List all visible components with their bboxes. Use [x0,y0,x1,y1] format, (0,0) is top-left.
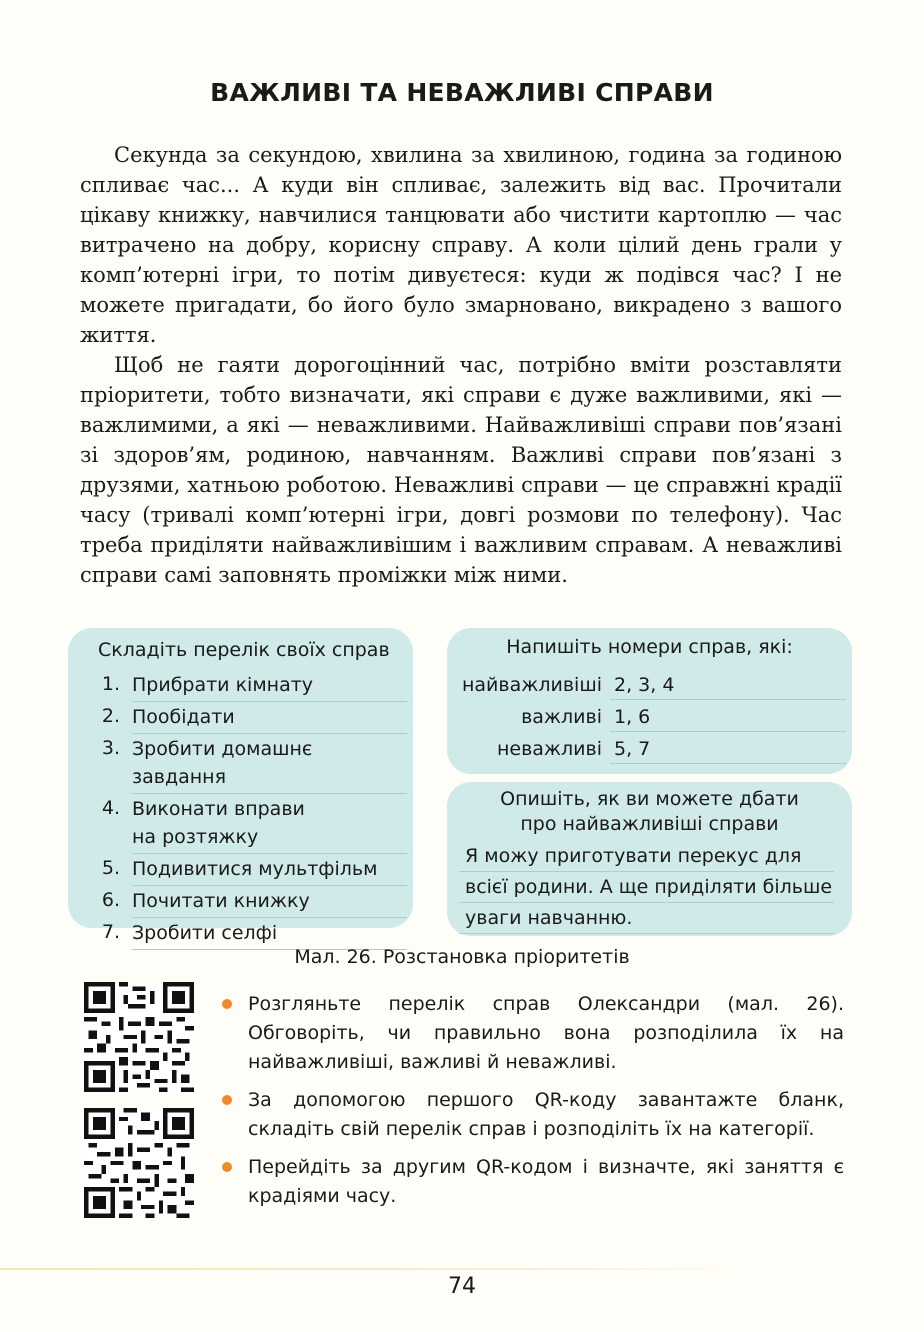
list-item: 2. Пообідати [68,702,407,734]
priority-row: важливі 1, 6 [447,703,852,732]
describe-box [447,782,852,936]
task-list-box [68,628,413,944]
bullet-dot-icon [222,1162,232,1172]
list-item: 5. Подивитися мультфільм [68,854,407,886]
bullet-dot-icon [222,1095,232,1105]
footer-divider [0,1268,760,1270]
bullet-item: Перейдіть за другим QR-кодом і визначте, які заняття є крадіями часу. [222,1153,844,1211]
priority-row: неважливі 5, 7 [447,735,852,764]
priority-box [447,628,852,774]
bullet-item: За допомогою першого QR-коду завантажте бланк, складіть свій перелік справ і розподіліть їх на категорії. [222,1086,844,1144]
list-item: 1. Прибрати кімнату [68,670,407,702]
list-item: 7. Зробити селфі [68,918,407,950]
list-item: 3. Зробити домашнє завдання [68,734,407,794]
priority-row: найважливіші 2, 3, 4 [447,671,852,700]
answer-line: Я можу приготувати перекус для [459,841,834,872]
bullet-item: Розгляньте перелік справ Олександри (мал. 26). Обговоріть, чи правильно вона розподілила їх на найважливіші, важливі й неважливі. [222,990,844,1077]
figure-caption: Мал. 26. Розстановка пріоритетів [294,946,630,968]
task-list-heading: Складіть перелік своїх справ [98,639,390,661]
paragraph-2: Щоб не гаяти дорогоцінний час, потрібно вміти розставляти пріоритети, тобто визначати, які справи є дуже важливими, які — важлимими, а які — неважливими. Найважливіші справи пов’язані зі здоров’ям, родиною, навчанням. Важливі справи пов’язані з друзями, хатньою роботою. Неважливі справи — це справжні крадії часу (тривалі комп’ютерні ігри, довгі розмови по телефону). Час треба приділяти найважливішим і важливим справам. А неважливі справи самі заповнять проміжки між ними. [80,353,842,587]
task-list [68,670,413,950]
main-text [80,140,842,590]
page-title: ВАЖЛИВІ ТА НЕВАЖЛИВІ СПРАВИ [210,78,714,107]
list-item: 4. Виконати вправи на розтяжку [68,794,407,854]
list-item: 6. Почитати книжку [68,886,407,918]
bullet-dot-icon [222,999,232,1009]
page-number: 74 [448,1274,476,1299]
task-bullets [222,990,844,1220]
paragraph-1: Секунда за секундою, хвилина за хвилиною, година за годиною спливає час... А куди він спливає, залежить від вас. Прочитали цікаву книжку, навчилися танцювати або чистити картоплю — час витрачено на добру, корисну справу. А коли цілий день грали у комп’ютерні ігри, то потім дивуєтеся: куди ж подівся час? І не можете пригадати, бо його було змарновано, викрадено з вашого життя. [80,143,842,347]
qr-code-1[interactable] [84,982,194,1092]
priority-heading: Напишіть номери справ, які: [506,636,793,658]
describe-heading: Опишіть, як ви можете дбати про найважливіші справи [500,788,799,835]
answer-line: всієї родини. А ще приділяти більше [459,872,834,903]
answer-line: уваги навчанню. [459,903,834,934]
qr-code-2[interactable] [84,1108,194,1218]
